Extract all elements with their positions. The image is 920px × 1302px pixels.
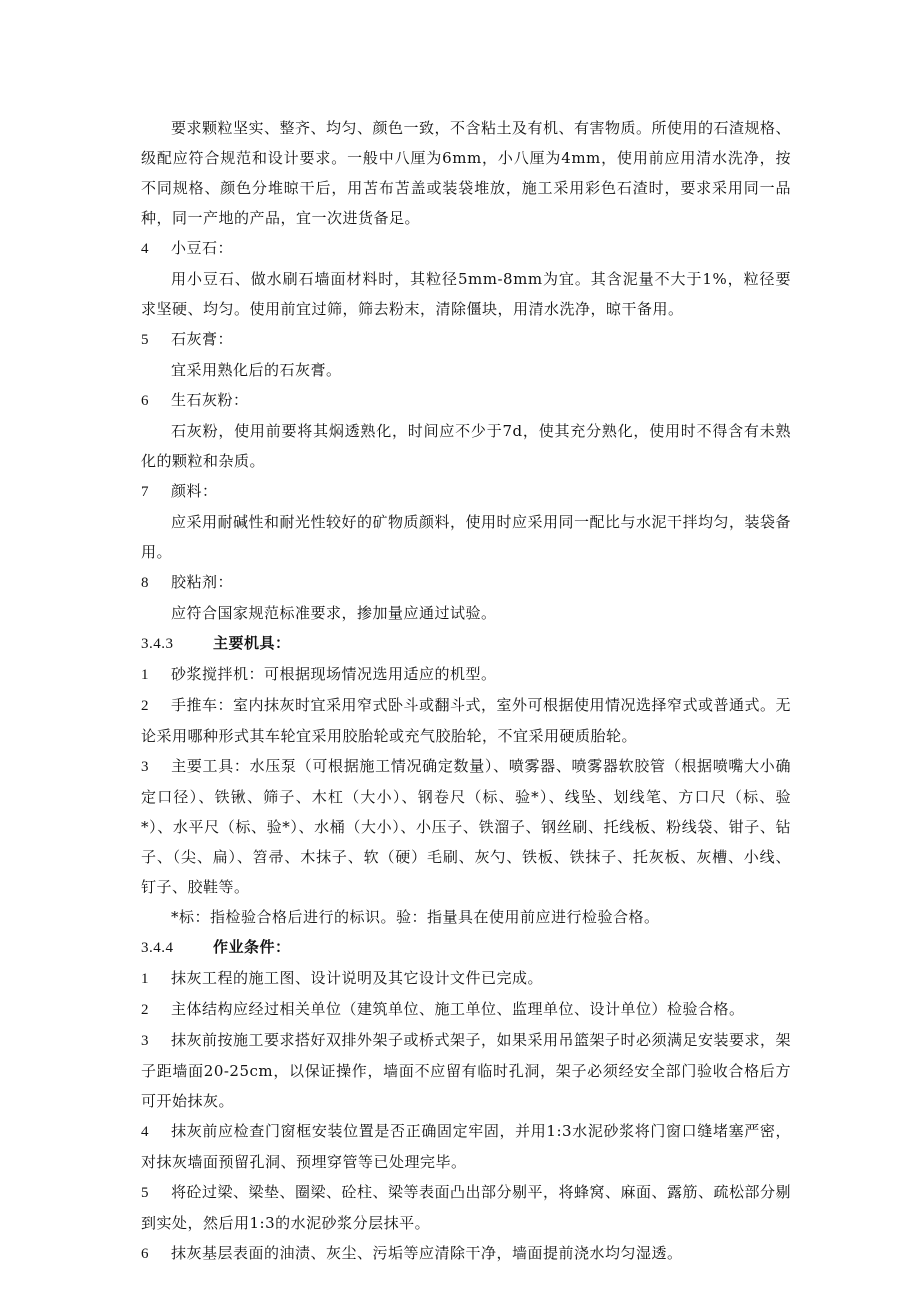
section-conditions	[141, 932, 791, 1269]
item-text: 主体结构应经过相关单位（建筑单位、施工单位、监理单位、设计单位）检验合格。	[171, 1000, 745, 1018]
material-text: 应符合国家规范标准要求，掺加量应通过试验。	[171, 604, 497, 622]
item-title: 石灰膏：	[171, 330, 234, 348]
item-text: 抹灰基层表面的油渍、灰尘、污垢等应清除干净，墙面提前浇水均匀湿透。	[171, 1244, 683, 1262]
material-title	[141, 567, 791, 598]
item-number: 2	[141, 698, 149, 714]
list-item	[141, 690, 791, 751]
item-text: 抹灰前应检查门窗框安装位置是否正确固定牢固，并用1:3水泥砂浆将门窗口缝堵塞严密，对抹灰墙面预留孔洞、预埋穿管等已处理完毕。	[141, 1122, 791, 1171]
item-text: 抹灰前按施工要求搭好双排外架子或桥式架子，如果采用吊篮架子时必须满足安装要求，架子距墙面20-25cm，以保证操作，墙面不应留有临时孔洞，架子必须经安全部门验收合格后方可开始抹灰。	[141, 1031, 792, 1110]
material-title	[141, 324, 791, 355]
item-number: 7	[141, 484, 149, 500]
material-text: 应采用耐碱性和耐光性较好的矿物质颜料，使用时应采用同一配比与水泥干拌均匀，装袋备用。	[141, 513, 792, 561]
item-title: 胶粘剂：	[171, 573, 234, 591]
item-number: 1	[141, 667, 149, 683]
item-number: 6	[141, 1246, 149, 1262]
item-text: 抹灰工程的施工图、设计说明及其它设计文件已完成。	[171, 969, 544, 987]
item-number: 3	[141, 1033, 149, 1049]
item-text: 手推车：室内抹灰时宜采用窄式卧斗或翻斗式，室外可根据使用情况选择窄式或普通式。无论采用哪种形式其车轮宜采用胶胎轮或充气胶胎轮，不宜采用硬质胎轮。	[141, 696, 792, 745]
list-item	[141, 1116, 791, 1177]
item-number: 6	[141, 393, 149, 409]
tools-note: *标：指检验合格后进行的标识。验：指量具在使用前应进行检验合格。	[171, 908, 660, 926]
item-number: 4	[141, 1124, 149, 1140]
material-title	[141, 385, 791, 416]
item-title: 颜料：	[171, 482, 218, 500]
intro-paragraph: 要求颗粒坚实、整齐、均匀、颜色一致，不含粘土及有机、有害物质。所使用的石渣规格、级配应符合规范和设计要求。一般中八厘为6mm，小八厘为4mm，使用前应用清水洗净，按不同规格、颜色分堆晾干后，用苫布苫盖或装袋堆放，施工采用彩色石渣时，要求采用同一品种，同一产地的产品，宜一次进货备足。	[141, 119, 792, 227]
section-tools	[141, 628, 791, 932]
material-text: 宜采用熟化后的石灰膏。	[171, 361, 342, 379]
list-item	[141, 994, 791, 1025]
list-item	[141, 659, 791, 690]
section-title: 主要机具：	[213, 634, 291, 652]
item-number: 3	[141, 759, 149, 775]
section-heading	[141, 628, 791, 659]
item-title: 小豆石：	[171, 239, 234, 257]
list-item	[141, 1238, 791, 1269]
materials-list	[141, 233, 791, 628]
item-title: 生石灰粉：	[171, 391, 249, 409]
item-number: 8	[141, 575, 149, 591]
item-number: 2	[141, 1002, 149, 1018]
document-page	[141, 113, 791, 1269]
item-text: 将砼过梁、梁垫、圈梁、砼柱、梁等表面凸出部分剔平，将蜂窝、麻面、露筋、疏松部分剔到实处，然后用1:3的水泥砂浆分层抹平。	[141, 1183, 792, 1232]
list-item	[141, 751, 791, 902]
item-number: 4	[141, 241, 149, 257]
item-number: 1	[141, 971, 149, 987]
list-item	[141, 1177, 791, 1238]
item-text: 主要工具：水压泵（可根据施工情况确定数量）、喷雾器、喷雾器软胶管（根据喷嘴大小确定口径）、铁锹、筛子、木杠（大小）、钢卷尺（标、验*）、线坠、划线笔、方口尺（标、验*）、水平尺（标、验*）、水桶（大小）、小压子、铁溜子、钢丝刷、托线板、粉线袋、钳子、钻子、（尖、扁）、笤帚、木抹子、软（硬）毛刷、灰勺、铁板、铁抹子、托灰板、灰槽、小线、钉子、胶鞋等。	[141, 757, 791, 896]
section-heading	[141, 932, 791, 963]
item-text: 砂浆搅拌机：可根据现场情况选用适应的机型。	[171, 665, 497, 683]
material-title	[141, 233, 791, 264]
item-number: 5	[141, 1185, 149, 1201]
section-number: 3.4.4	[141, 940, 174, 956]
section-number: 3.4.3	[141, 636, 174, 652]
section-title: 作业条件：	[213, 938, 291, 956]
material-text: 用小豆石、做水刷石墙面材料时，其粒径5mm-8mm为宜。其含泥量不大于1%，粒径要求坚硬、均匀。使用前宜过筛，筛去粉末，清除僵块，用清水洗净，晾干备用。	[141, 270, 791, 318]
list-item	[141, 1025, 791, 1116]
item-number: 5	[141, 332, 149, 348]
material-text: 石灰粉，使用前要将其焖透熟化，时间应不少于7d，使其充分熟化，使用时不得含有未熟化的颗粒和杂质。	[141, 422, 791, 470]
list-item	[141, 963, 791, 994]
material-title	[141, 476, 791, 507]
